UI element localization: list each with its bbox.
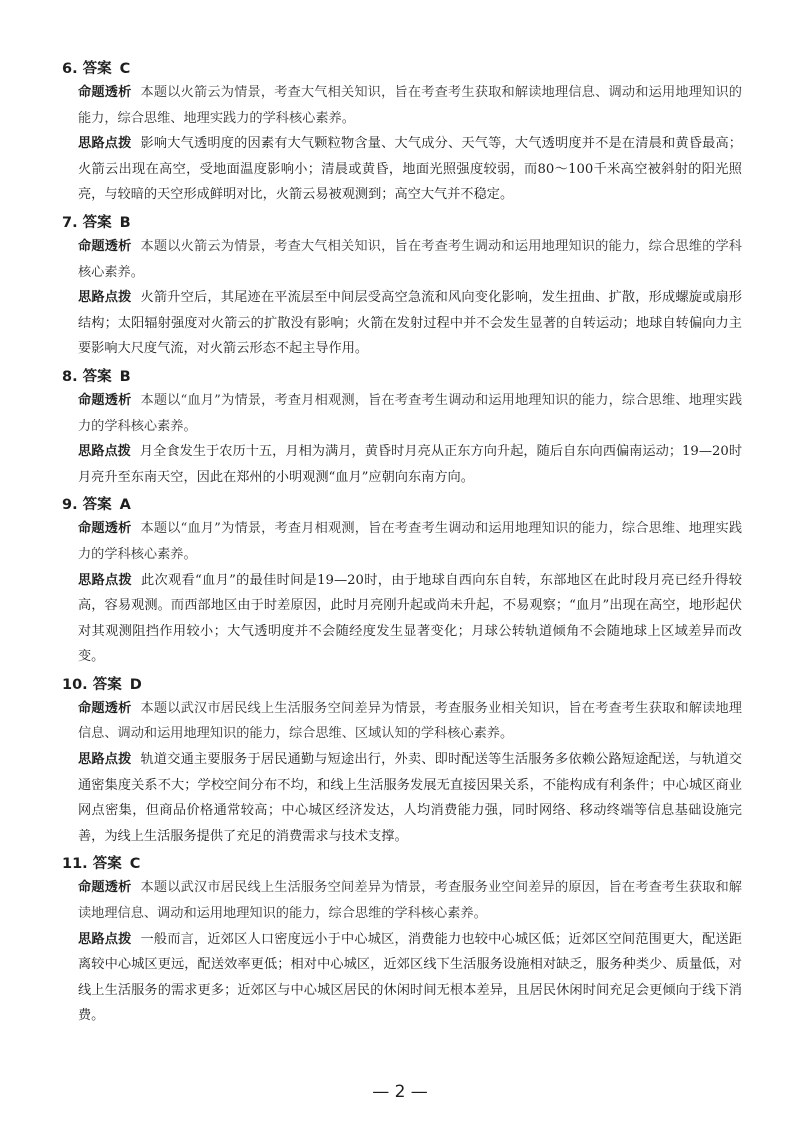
answer-list (62, 58, 742, 1033)
hint-paragraph: 思路点拨 此次观看“血月”的最佳时间是19—20时，由于地球自西向东自转，东部地区在此时段月亮已经升得较高，容易观测。而西部地区由于时差原因，此时月亮刚升起或尚未升起，不易观察；“血月”出现在高空，地形起伏对其观测阻挡作用较小；大气透明度并不会随经度发生显著变化；月球公转轨道倾角不会随地球上区域差异而改变。 (78, 572, 742, 665)
answer-item-7 (62, 212, 742, 362)
answer-item-8 (62, 366, 742, 490)
analysis-paragraph: 命题透析 本题以武汉市居民线上生活服务空间差异为情景，考查服务业相关知识，旨在考查考生获取和解读地理信息、调动和运用地理知识的能力，综合思维、区域认知的学科核心素养。 (78, 700, 742, 742)
hint-paragraph: 思路点拨 影响大气透明度的因素有大气颗粒物含量、大气成分、天气等，大气透明度并不是在清晨和黄昏最高；火箭云出现在高空，受地面温度影响小；清晨或黄昏，地面光照强度较弱，而80～100千米高空被斜射的阳光照亮，与较暗的天空形成鲜明对比，火箭云易被观测到；高空大气并不稳定。 (78, 136, 742, 203)
answer-line: 10. 答案 D (62, 676, 142, 693)
analysis-paragraph: 命题透析 本题以火箭云为情景，考查大气相关知识，旨在考查考生调动和运用地理知识的能力，综合思维的学科核心素养。 (78, 238, 742, 280)
answer-item-11 (62, 853, 742, 1029)
answer-line: 9. 答案 A (62, 497, 131, 514)
analysis-paragraph: 命题透析 本题以“血月”为情景，考查月相观测，旨在考查考生调动和运用地理知识的能力，综合思维、地理实践力的学科核心素养。 (78, 392, 743, 434)
answer-line: 8. 答案 B (62, 368, 131, 385)
analysis-paragraph: 命题透析 本题以火箭云为情景，考查大气相关知识，旨在考查考生获取和解读地理信息、调动和运用地理知识的能力，综合思维、地理实践力的学科核心素养。 (78, 85, 742, 126)
analysis-paragraph: 命题透析 本题以武汉市居民线上生活服务空间差异为情景，考查服务业空间差异的原因，旨在考查考生获取和解读地理信息、调动和运用地理知识的能力，综合思维的学科核心素养。 (78, 880, 742, 922)
analysis-paragraph: 命题透析 本题以“血月”为情景，考查月相观测，旨在考查考生调动和运用地理知识的能力，综合思维、地理实践力的学科核心素养。 (78, 521, 743, 562)
answer-item-9 (62, 494, 742, 670)
page-number: — 2 — (372, 1082, 428, 1102)
answer-line: 11. 答案 C (62, 856, 141, 873)
hint-paragraph: 思路点拨 轨道交通主要服务于居民通勤与短途出行，外卖、即时配送等生活服务多依赖公路短途配送，与轨道交通密集度关系不大；学校空间分布不均，和线上生活服务发展无直接因果关系，不能构成有利条件；中心城区商业网点密集，但商品价格通常较高；中心城区经济发达，人均消费能力强，同时网络、移动终端等信息基础设施完善，为线上生活服务提供了充足的消费需求与技术支撑。 (78, 752, 742, 844)
answer-item-10 (62, 674, 742, 850)
hint-paragraph: 思路点拨 火箭升空后，其尾迹在平流层至中间层受高空急流和风向变化影响，发生扭曲、扩散，形成螺旋或扇形结构；太阳辐射强度对火箭云的扩散没有影响；火箭在发射过程中并不会发生显著的自转运动；地球自转偏向力主要影响大尺度气流，对火箭云形态不起主导作用。 (78, 290, 742, 357)
answer-line: 7. 答案 B (62, 214, 131, 231)
hint-paragraph: 思路点拨 一般而言，近郊区人口密度远小于中心城区，消费能力也较中心城区低；近郊区空间范围更大，配送距离较中心城区更远，配送效率更低；相对中心城区，近郊区线下生活服务设施相对缺乏，服务种类少、质量低，对线上生活服务的需求更多；近郊区与中心城区居民的休闲时间无根本差异，且居民休闲时间充足会更倾向于线下消费。 (78, 931, 742, 1024)
hint-paragraph: 思路点拨 月全食发生于农历十五，月相为满月，黄昏时月亮从正东方向升起，随后自东向西偏南运动；19—20时月亮升至东南天空，因此在郑州的小明观测“血月”应朝向东南方向。 (78, 444, 743, 485)
answer-item-6 (62, 58, 742, 208)
answer-line: 6. 答案 C (62, 61, 131, 77)
